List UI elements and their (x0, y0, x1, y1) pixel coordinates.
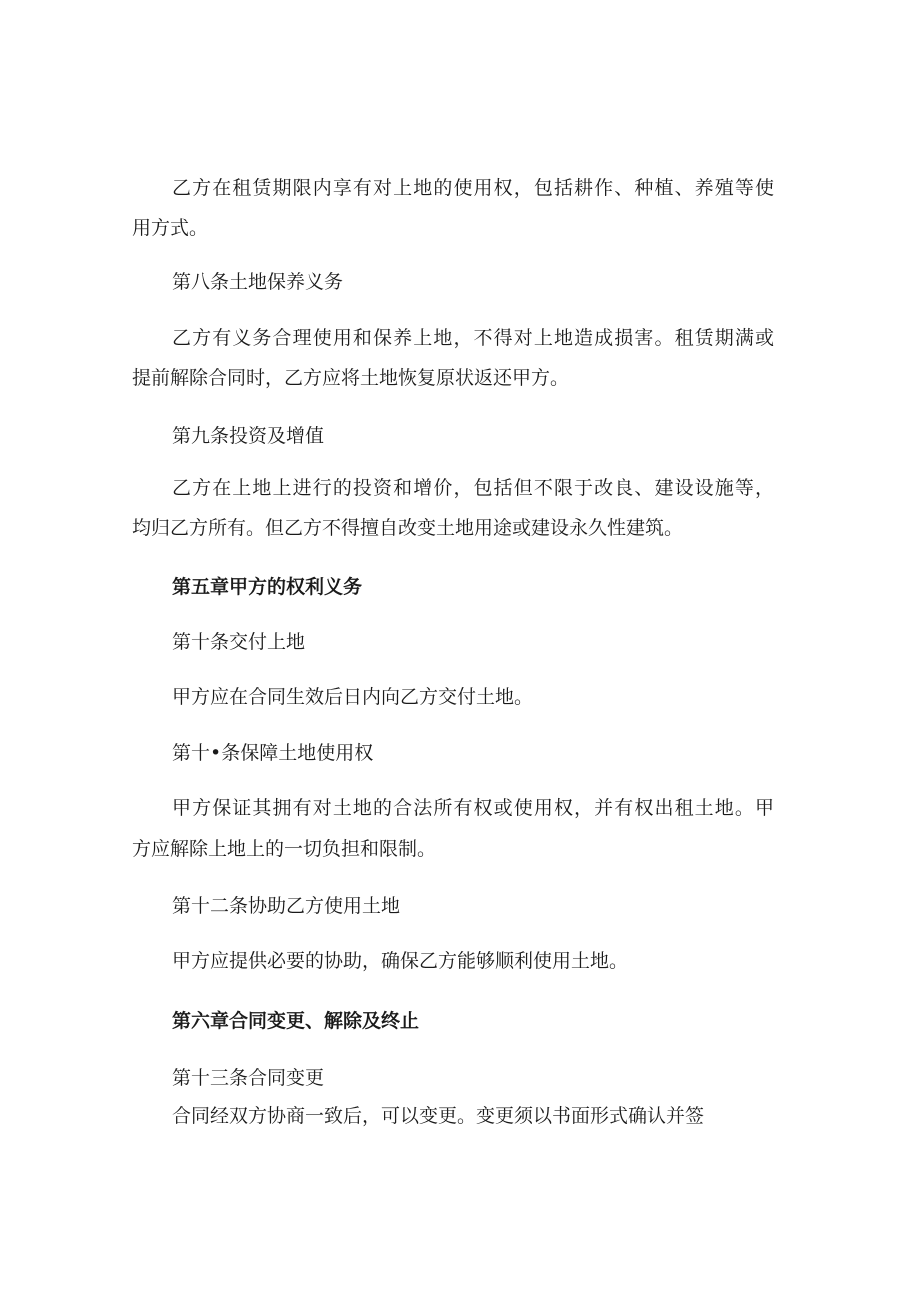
chapter-6-heading: 第六章合同变更、解除及终止 (172, 1010, 420, 1032)
article-12-heading: 第十二条协助乙方使用土地 (172, 895, 401, 917)
article-13-heading: 第十三条合同变更 (172, 1067, 325, 1089)
paragraph-investment-line2: 均归乙方所有。但乙方不得擅自改变土地用途或建设永久性建筑。 (132, 517, 684, 539)
article-8-heading: 第八条土地保养义务 (172, 271, 344, 293)
paragraph-assist: 甲方应提供必要的协助，确保乙方能够顺利使用土地。 (172, 950, 629, 972)
paragraph-use-right-line2: 用方式。 (132, 217, 209, 239)
paragraph-use-right-line1: 乙方在租赁期限内享有对上地的使用权，包括耕作、种植、养殖等使 (172, 177, 774, 199)
article-10-heading: 第十条交付上地 (172, 631, 306, 653)
paragraph-investment-line1: 乙方在上地上进行的投资和增价，包括但不限于改良、建设设施等， (172, 477, 774, 499)
paragraph-change: 合同经双方协商一致后，可以变更。变更须以书面形式确认并签 (172, 1105, 705, 1127)
paragraph-guarantee-line1: 甲方保证其拥有对土地的合法所有权或使用权，并有权出租土地。甲 (172, 797, 774, 819)
article-9-heading: 第九条投资及增值 (172, 425, 325, 447)
paragraph-maintenance-line2: 提前解除合同时，乙方应将土地恢复原状返还甲方。 (132, 367, 570, 389)
paragraph-guarantee-line2: 方应解除上地上的一切负担和限制。 (132, 838, 437, 860)
chapter-5-heading: 第五章甲方的权利义务 (172, 576, 363, 598)
paragraph-maintenance-line1: 乙方有义务合理使用和保养上地，不得对上地造成损害。租赁期满或 (172, 327, 774, 349)
article-11-heading: 第十•条保障土地使用权 (172, 742, 374, 764)
paragraph-delivery: 甲方应在合同生效后日内向乙方交付土地。 (172, 686, 534, 708)
